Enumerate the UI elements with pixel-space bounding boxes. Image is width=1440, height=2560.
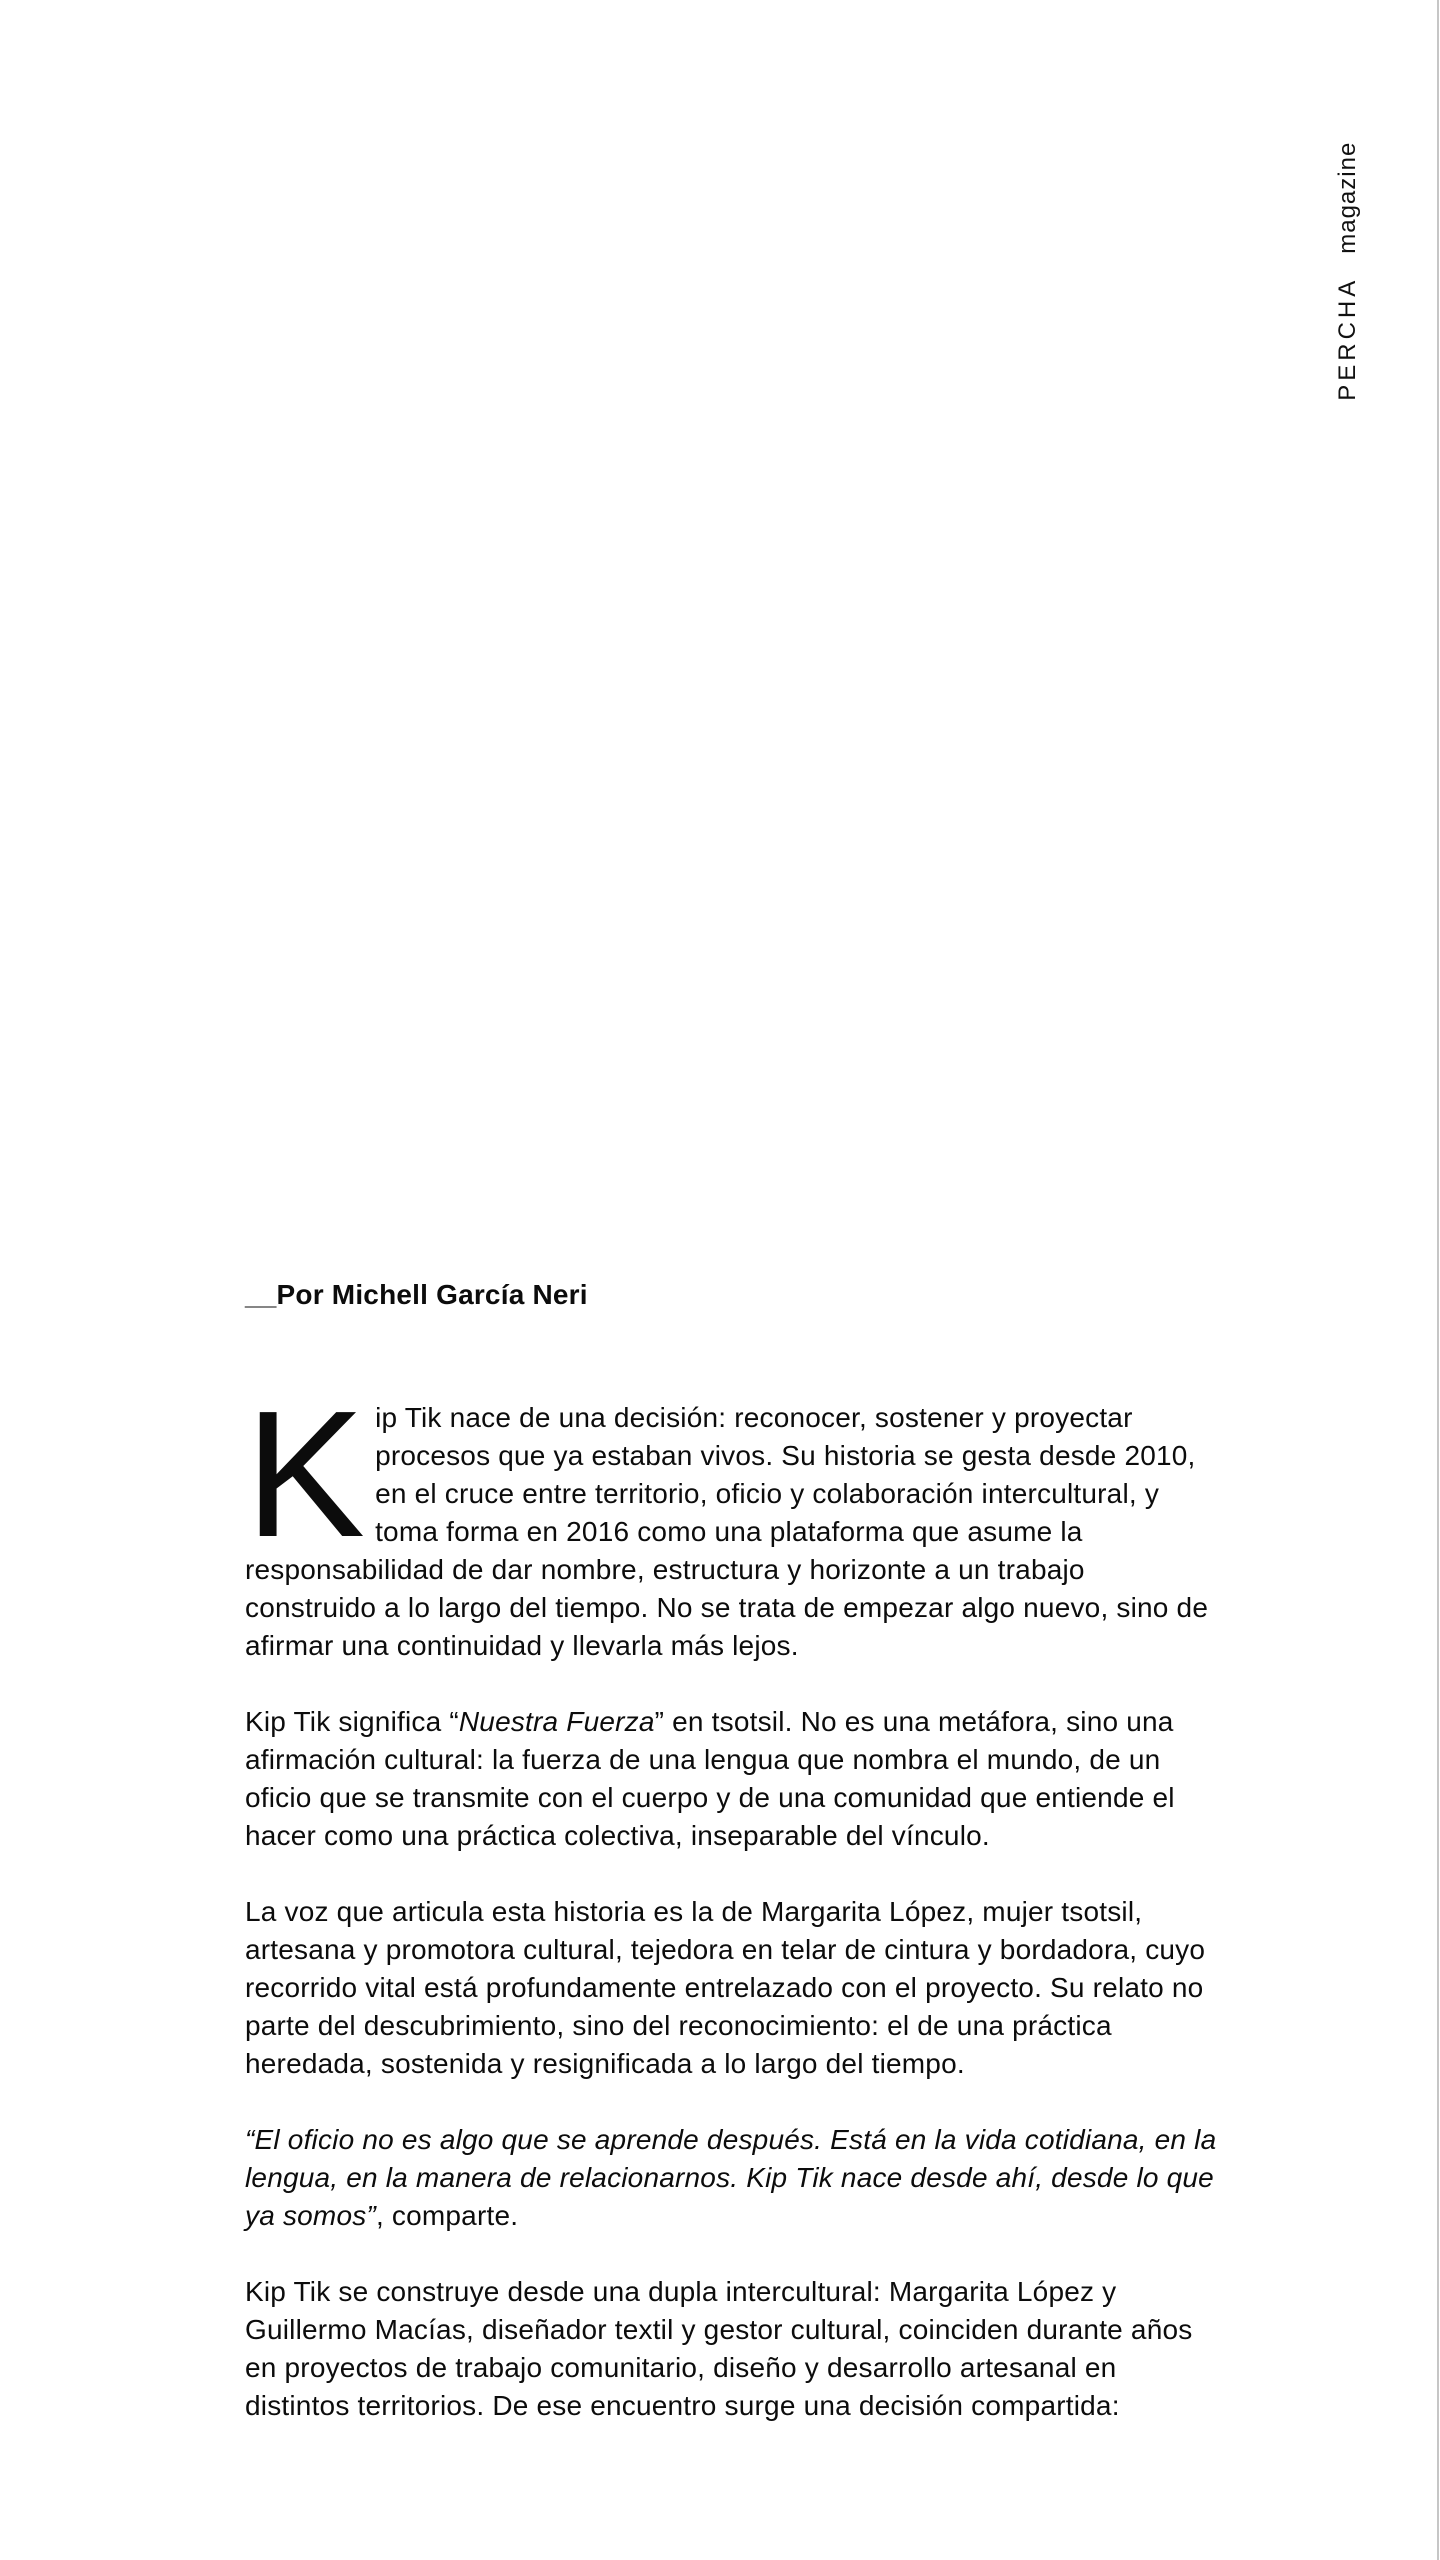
paragraph-1-text: ip Tik nace de una decisión: reconocer, sostener y proyectar procesos que ya estaban vivos. Su historia se gesta desde 2010, en el cruce entre territorio, oficio y colaboración intercultural, y toma forma en 2016 como una plataforma que asume la responsabilidad de dar nombre, estructura y horizonte a un trabajo construido a lo largo del tiempo. No se trata de empezar algo nuevo, sino de afirmar una continuidad y llevarla más lejos. [245,1402,1209,1661]
byline: __Por Michell García Neri [245,1279,588,1310]
paragraph-4-attribution: , comparte. [375,2200,519,2231]
article-body [245,1374,1220,2463]
right-edge-line [1437,0,1439,2560]
paragraph-3-text: La voz que articula esta historia es la de Margarita López, mujer tsotsil, artesana y promotora cultural, tejedora en telar de cintura y bordadora, cuyo recorrido vital está profundamente entrelazado con el proyecto. Su relato no parte del descubrimiento, sino del reconocimiento: el de una práctica heredada, sostenida y resignificada a lo largo del tiempo. [245,1896,1206,2079]
masthead-brand: PERCHA [1334,276,1361,401]
paragraph-4 [245,2121,1220,2235]
paragraph-2-italic-title: Nuestra Fuerza [458,1706,655,1737]
paragraph-5 [245,2273,1220,2425]
drop-cap: K [245,1374,364,1575]
paragraph-2 [245,1703,1220,1855]
paragraph-4-quote: “El oficio no es algo que se aprende después. Está en la vida cotidiana, en la lengua, en la manera de relacionarnos. Kip Tik nace desde ahí, desde lo que ya somos” [245,2124,1217,2231]
masthead-suffix: magazine [1334,142,1361,255]
paragraph-1 [245,1374,1220,1665]
paragraph-2-text: Kip Tik significa “ [245,1706,459,1737]
paragraph-2-text-continued: ” en tsotsil. No es una metáfora, sino una afirmación cultural: la fuerza de una lengua que nombra el mundo, de un oficio que se transmite con el cuerpo y de una comunidad que entiende el hacer como una práctica colectiva, inseparable del vínculo. [245,1706,1175,1851]
paragraph-3 [245,1893,1220,2083]
magazine-masthead [1334,142,1362,401]
paragraph-5-text: Kip Tik se construye desde una dupla intercultural: Margarita López y Guillermo Macías, diseñador textil y gestor cultural, coinciden durante años en proyectos de trabajo comunitario, diseño y desarrollo artesanal en distintos territorios. De ese encuentro surge una decisión compartida: [245,2276,1193,2421]
